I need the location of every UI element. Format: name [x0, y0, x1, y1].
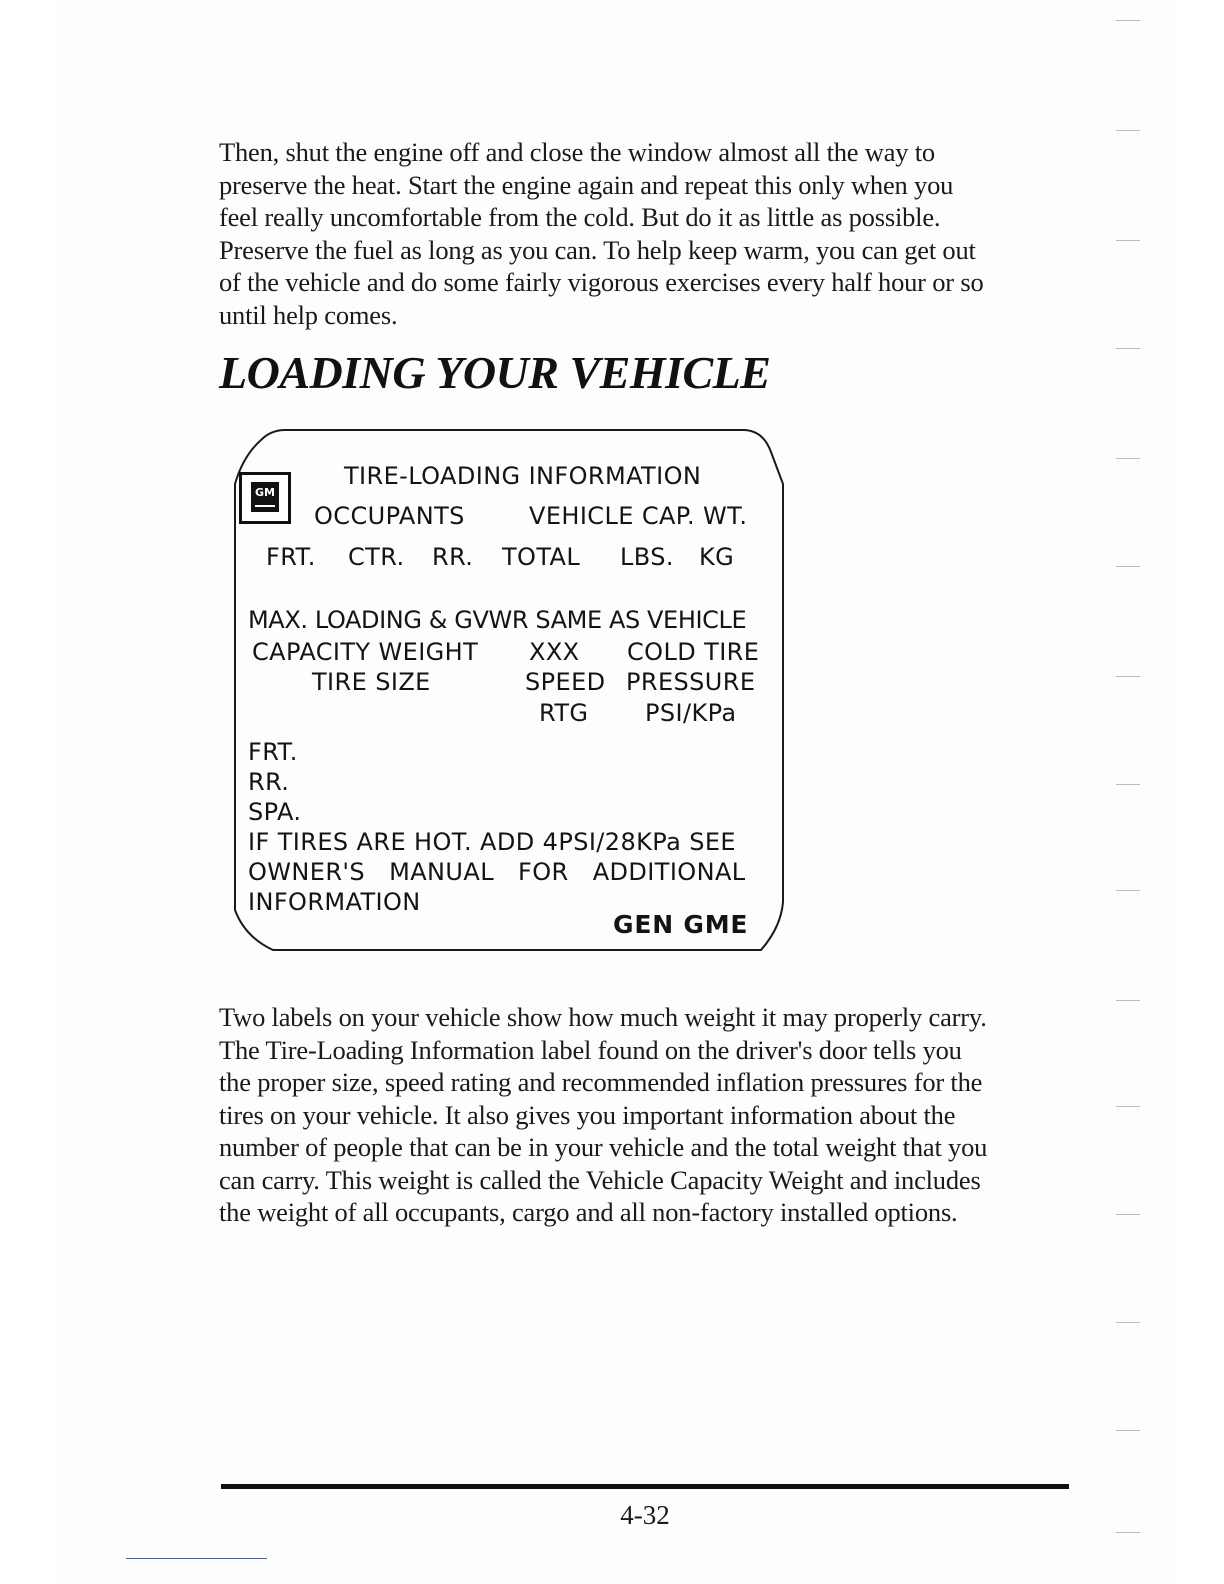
col-front: FRT. — [266, 543, 316, 571]
speed: SPEED — [525, 668, 606, 696]
text-line: Then, shut the engine off and close the window almost all the way to — [219, 137, 935, 167]
tire-loading-label — [215, 422, 795, 962]
page-number: 4-32 — [620, 1500, 670, 1530]
body-paragraph — [219, 1001, 1069, 1229]
col-lbs: LBS. — [620, 543, 674, 571]
occupants-header: OCCUPANTS — [314, 502, 465, 530]
hot-tire-note-1: IF TIRES ARE HOT. ADD 4PSI/28KPa SEE — [248, 828, 736, 856]
row-spare: SPA. — [248, 798, 302, 826]
text-line: the proper size, speed rating and recommended inflation pressures for the — [219, 1067, 983, 1097]
text-line: the weight of all occupants, cargo and all non-factory installed options. — [219, 1197, 958, 1227]
text-line: The Tire-Loading Information label found on the driver's door tells you — [219, 1034, 962, 1065]
tire-size: TIRE SIZE — [312, 668, 431, 696]
text-line: number of people that can be in your vehicle and the total weight that you — [219, 1132, 988, 1162]
capacity-header: VEHICLE CAP. WT. — [529, 502, 748, 530]
xxx-value: XXX — [529, 638, 580, 666]
label-title: TIRE-LOADING INFORMATION — [344, 462, 702, 490]
row-rear: RR. — [248, 768, 290, 796]
text-line: tires on your vehicle. It also gives you important information about the — [219, 1099, 956, 1130]
hot-tire-note-3: INFORMATION — [248, 888, 421, 916]
section-heading: LOADING YOUR VEHICLE — [219, 347, 771, 398]
max-loading-line: MAX. LOADING & GVWR SAME AS VEHICLE — [248, 606, 747, 634]
intro-paragraph — [219, 136, 1069, 331]
col-center: CTR. — [348, 543, 405, 571]
text-line: feel really uncomfortable from the cold. But do it as little as possible. — [219, 202, 941, 232]
psi-kpa: PSI/KPa — [645, 699, 737, 727]
text-line: until help comes. — [219, 299, 398, 330]
rating: RTG — [539, 699, 589, 727]
text-line: Two labels on your vehicle show how much weight it may properly carry. — [219, 1002, 987, 1032]
gm-logo-icon: GM — [239, 472, 291, 524]
hot-tire-note-2: OWNER'S MANUAL FOR ADDITIONAL — [248, 858, 746, 886]
col-rear: RR. — [432, 543, 474, 571]
scan-margin-marks — [1116, 0, 1146, 1584]
capacity-weight: CAPACITY WEIGHT — [252, 638, 479, 666]
footer-rule — [221, 1484, 1069, 1489]
text-line: of the vehicle and do some fairly vigorous exercises every half hour or so — [219, 267, 984, 297]
scan-edge-line — [126, 1558, 267, 1559]
cold-tire: COLD TIRE — [627, 638, 760, 666]
text-line: can carry. This weight is called the Vehicle Capacity Weight and includes — [219, 1164, 981, 1195]
col-total: TOTAL — [502, 543, 581, 571]
row-front: FRT. — [248, 738, 298, 766]
pressure: PRESSURE — [626, 668, 756, 696]
col-kg: KG — [699, 543, 735, 571]
text-line: preserve the heat. Start the engine again and repeat this only when you — [219, 169, 954, 200]
label-code: GEN GME — [613, 910, 749, 939]
text-line: Preserve the fuel as long as you can. To help keep warm, you can get out — [219, 234, 976, 265]
